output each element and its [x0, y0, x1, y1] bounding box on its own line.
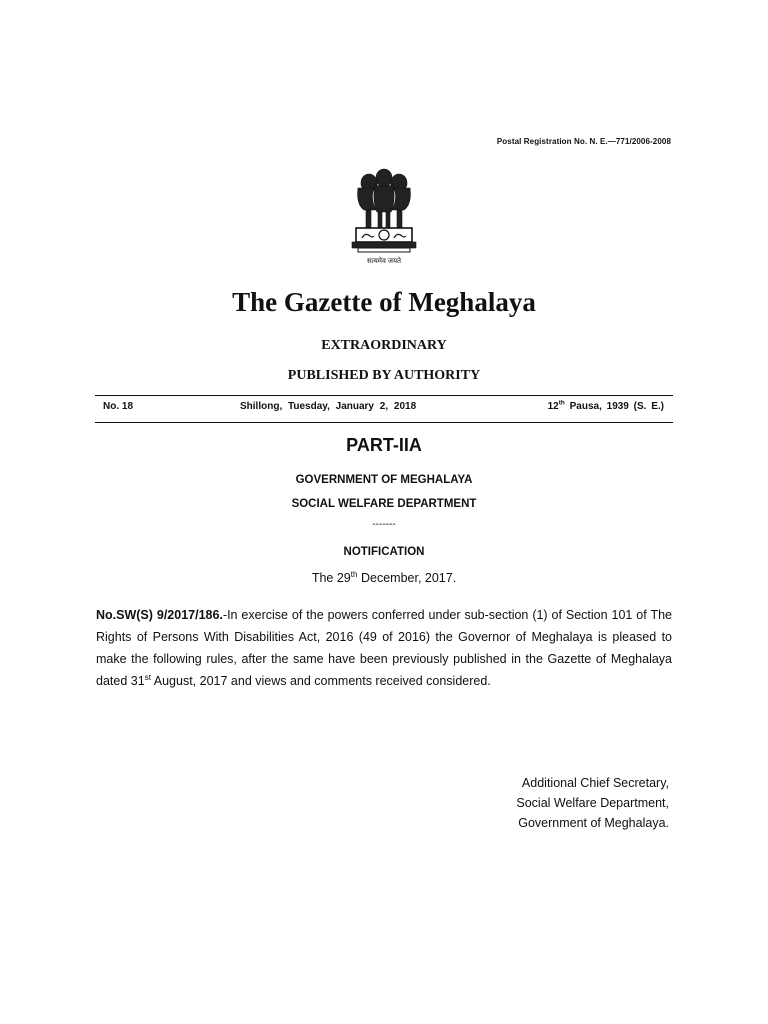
extraordinary-label: EXTRAORDINARY	[321, 338, 447, 353]
notification-ref-no: No.SW(S) 9/2017/186.	[96, 608, 223, 622]
signatory-government: Government of Meghalaya.	[518, 816, 669, 830]
issue-saka-date: 12th Pausa, 1939 (S. E.)	[547, 399, 664, 412]
state-emblem-icon	[348, 166, 420, 258]
government-name: GOVERNMENT OF MEGHALAYA	[295, 474, 473, 486]
signatory-department: Social Welfare Department,	[516, 796, 669, 810]
signatory-designation: Additional Chief Secretary,	[521, 776, 669, 790]
notification-body: No.SW(S) 9/2017/186.-In exercise of the powers conferred under sub-section (1) of Section 101 of The Rights of Persons With Disabilities Act, 2016 (49 of 2016) the Governor of Meghalaya is pleased to make the following rules, after the same have been previously published in the Gazette of Meghalaya dated 31st August, 2017 and views and comments received considered.	[96, 608, 672, 688]
notification-heading: NOTIFICATION	[343, 546, 425, 558]
issue-place-date: Shillong, Tuesday, January 2, 2018	[240, 401, 417, 412]
emblem-motto: सत्यमेव जयते	[366, 258, 402, 265]
postal-registration: Postal Registration No. N. E.—771/2006-2008	[496, 137, 671, 146]
department-name: SOCIAL WELFARE DEPARTMENT	[291, 498, 477, 510]
part-heading: PART-IIA	[346, 435, 422, 455]
bottom-rule	[95, 422, 673, 423]
signatory-block	[516, 773, 669, 833]
separator: -------	[372, 519, 396, 530]
published-by-authority: PUBLISHED BY AUTHORITY	[287, 368, 481, 383]
gazette-title: The Gazette of Meghalaya	[232, 287, 536, 317]
notification-date: The 29th December, 2017.	[311, 569, 457, 585]
top-rule	[95, 395, 673, 396]
issue-number: No. 18	[103, 401, 134, 412]
